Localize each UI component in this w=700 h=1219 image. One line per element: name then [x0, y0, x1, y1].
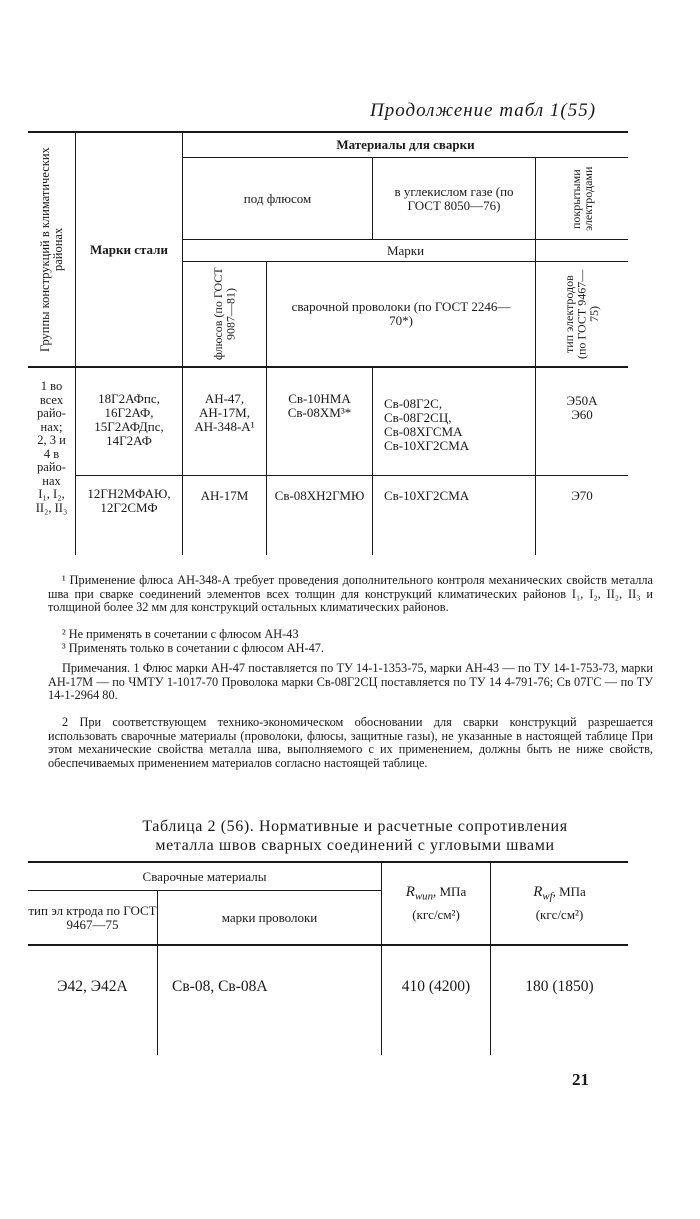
wire-grade: Св-10ХГ2СМА [384, 438, 470, 453]
wire-co2-cell [384, 397, 534, 453]
electrode-std-label: тип электродов (по ГОСТ 9467—75) [562, 269, 602, 359]
wire-marks-value: Св-08, Св-08А [172, 978, 268, 995]
table-row [76, 392, 182, 448]
wire-marks-header: марки проволоки [221, 909, 318, 925]
steel-grade: 14Г2АФ [106, 433, 152, 448]
electrode-type: Э60 [571, 407, 593, 422]
table2-header-bottom [28, 944, 628, 946]
group-line: 4 в [43, 446, 60, 461]
page-number: 21 [572, 1070, 589, 1089]
electrode-std-header [536, 262, 628, 366]
group-line: II₂, II₃ [35, 500, 68, 515]
materials-header: Сварочные материалы [142, 868, 267, 884]
footnote-3: ³ Применять только в сочетании с флюсом АН-47. [62, 641, 324, 655]
flux-std-header [183, 262, 266, 366]
steel-grade: 18Г2АФпс, [98, 391, 160, 406]
footnote-2: ² Не применять в сочетании с флюсом АН-43 [62, 627, 299, 641]
materials-header [183, 133, 628, 157]
table2-title-line1: Таблица 2 (56). Нормативные и расчетные сопротивления [142, 818, 568, 835]
electrode-type: Э70 [571, 488, 593, 503]
flux-std-label: флюсов (по ГОСТ 9087—81) [211, 267, 238, 361]
steel-grade: 16Г2АФ, [104, 405, 154, 420]
rwf-value: 180 (1850) [525, 978, 594, 995]
electrode-type: Э50А [566, 393, 598, 408]
table1-header-bottom [28, 366, 628, 368]
table1-vline [372, 366, 373, 555]
steel-grade: 15Г2АФДпс, [94, 419, 164, 434]
rwun-label: $R_{wun}$, МПа [405, 884, 467, 903]
table2-title [40, 817, 670, 855]
table-row [76, 487, 182, 515]
rwun-header [382, 863, 490, 944]
group-cell [28, 380, 75, 515]
rwf-label: $R_{wf}$, МПа [533, 884, 586, 903]
group-line: нах [42, 473, 61, 488]
electrode-type-header: тип эл ктрода по ГОСТ 9467—75 [28, 902, 157, 932]
rwun-subscript: wun [414, 890, 433, 903]
flux-grade: АН-17М [200, 488, 249, 503]
group-line: райо- [37, 460, 66, 474]
coated-label: покрытыми электродами [569, 166, 595, 231]
note-2: 2 При соответствующем технико-экономическом обосновании для сварки конструкций разрешается использовать сварочные материалы (проволоки, флюсы, защитные газы), не указанные в настоящей таблице При этом механические свойства металла шва, выполняемого с их применением, должны быть не ниже свойств, обеспечиваемых применением материалов согласно настоящей таблице. [48, 715, 653, 770]
group-line: всех [39, 392, 64, 407]
rwf-symbol: R [533, 884, 543, 901]
wire-grade: Св-08Г2С, [384, 396, 443, 411]
note-1: Примечания. 1 Флюс марки АН-47 поставляется по ТУ 14-1-1353-75, марки АН-43 — по ТУ 14-1-753-73, марки АН-17М — по ЧМТУ 1-1017-70 Проволока марки Св-08Г2СЦ поставляется по ТУ 14 4-791-76; Св 07ГС — по ТУ 14-1-2964 80. [48, 661, 653, 703]
flux-cell [183, 392, 266, 434]
flux-grade: АН-47, [204, 391, 245, 406]
electrode-type-value: Э42, Э42А [57, 978, 128, 995]
coated-header [536, 158, 628, 239]
group-line: 1 во [40, 379, 63, 393]
group-line: нах; [40, 419, 63, 434]
wire-grade: Св-10ХГ2СМА [384, 488, 470, 503]
wire-flux-cell [267, 392, 372, 420]
rwf-unit: МПа [559, 884, 586, 900]
wire-std-header: сварочной проволоки (по ГОСТ 2246—70*) [291, 299, 511, 328]
rwun-value: 410 (4200) [401, 978, 471, 995]
steel-grade: 12Г2СМФ [100, 500, 158, 515]
rwf-subscript: wf [542, 890, 553, 903]
group-line: райо- [37, 406, 66, 420]
wire-grade: Св-08ХГСМА [384, 424, 463, 439]
wire-grade: Св-10НМА [288, 391, 351, 406]
footnote-1: ¹ Применение флюса АН-348-А требует проведения дополнительного контроля механических свойств металла шва при сварке соединений элементов всех толщин для конструкций климатических районов I₁, I₂, II₂, II₃ и толщиной более 32 мм для конструкций остальных климатических районов. [48, 573, 653, 615]
table1-line [75, 475, 628, 476]
group-line: 2, 3 и [37, 433, 66, 447]
col-group-header [28, 133, 75, 366]
wire-grade: Св-08ХМ³* [287, 405, 352, 420]
rwun-unit2: (кгс/см²) [412, 906, 460, 922]
group-line: I₁, I₂, [38, 487, 65, 501]
materials-label: Материалы для сварки [336, 137, 475, 152]
wire-grade: Св-08Г2СЦ, [384, 410, 452, 425]
wire-grade: Св-08ХН2ГМЮ [274, 488, 365, 503]
co2-header: в углекислом газе (по ГОСТ 8050—76) [394, 183, 514, 213]
flux-grade: АН-17М, [199, 405, 250, 420]
col-group-label: Группы конструкций в климатических районах [37, 147, 65, 352]
rwun-symbol: R [405, 884, 415, 901]
rwf-unit2: (кгс/см²) [535, 906, 584, 922]
marks-header: Марки [386, 242, 425, 258]
flux-grade: АН-348-А¹ [194, 419, 255, 434]
col-steel-header: Марки стали [90, 241, 168, 257]
rwun-unit: МПа [439, 884, 467, 900]
table2-title-line2: металла швов сварных соединений с угловыми швами [155, 837, 555, 854]
table-continuation-header: Продолжение табл 1(55) [370, 100, 597, 121]
rwf-header [491, 863, 628, 944]
steel-grade: 12ГН2МФАЮ, [87, 486, 171, 501]
under-flux-header: под флюсом [243, 190, 312, 206]
electrode-cell [536, 394, 628, 422]
